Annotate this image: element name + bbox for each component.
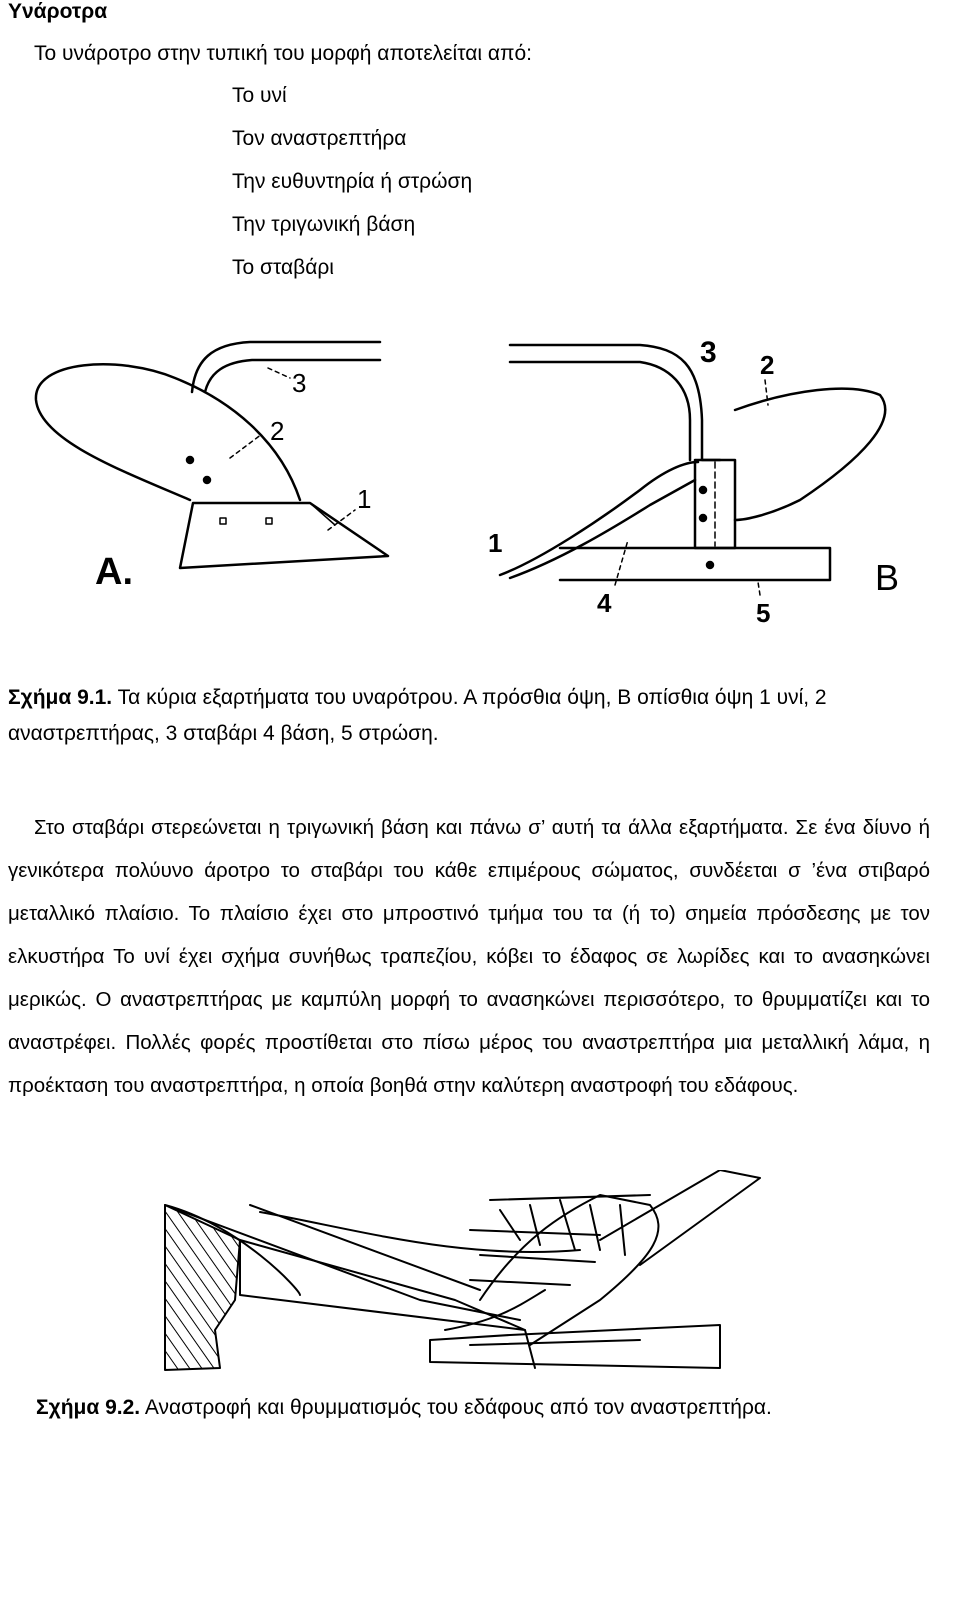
figure-9-2-soil-inversion-diagram: [150, 1170, 910, 1380]
caption-text: Τα κύρια εξαρτήματα του υναρότρου. Α πρόσθια όψη, Β οπίσθια όψη 1 υνί, 2 αναστρεπτήρας, 3 σταβάρι 4 βάση, 5 στρώση.: [8, 686, 827, 745]
share-b: [500, 462, 698, 578]
intro-text: Το υνάροτρο στην τυπική του μορφή αποτελείται από:: [34, 42, 532, 65]
figure-9-1-caption: [8, 680, 928, 752]
paragraph-text: Στο σταβάρι στερεώνεται η τριγωνική βάση και πάνω σ’ αυτή τα άλλα εξαρτήματα. Σε ένα δίυνο ή γενικότερα πολύυνο άροτρο το σταβάρι του κάθε επιμέρους σώματος, συνδέεται σ ’ένα στιβαρό μεταλλικό πλαίσιο. Το πλαίσιο έχει στο μπροστινό τμήμα του τα (ή το) σημεία πρόσδεσης με τον ελκυστήρα Το υνί έχει σχήμα συνήθως τραπεζίου, κόβει το έδαφος σε λωρίδες και το ανασηκώνει μερικώς. Ο αναστρεπτήρας με καμπύλη μορφή το ανασηκώνει περισσότερο, το θρυμματίζει και το αναστρέφει. Πολλές φορές προστίθεται στο πίσω μέρος του αναστρεπτήρα μια μεταλλική λάμα, η προέκταση του αναστρεπτήρα, η οποία βοηθά στην καλύτερη αναστροφή του εδάφους.: [8, 816, 930, 1097]
callout-3-a: 3: [292, 368, 307, 398]
list-item: Το σταβάρι: [232, 256, 334, 279]
beam-b: [510, 345, 720, 460]
caption-label: Σχήμα 9.1.: [8, 686, 113, 709]
parts-list: [232, 84, 472, 299]
list-item: Τον αναστρεπτήρα: [232, 127, 407, 150]
callout-1-a: 1: [357, 484, 372, 514]
view-label-b: B: [875, 557, 900, 598]
list-item: Το υνί: [232, 84, 287, 107]
callout-5-b: 5: [756, 598, 771, 628]
callout-4-b: 4: [597, 588, 612, 618]
plow-front-view: [36, 342, 388, 568]
plow-rear-view: [500, 345, 885, 595]
section-heading: Υνάροτρα: [8, 0, 108, 23]
callout-2-b: 2: [760, 350, 775, 380]
body-paragraph: [8, 806, 930, 1107]
figure-9-2-caption: [36, 1396, 772, 1420]
caption-text: Αναστροφή και θρυμματισμός του εδάφους από τον αναστρεπτήρα.: [140, 1396, 772, 1419]
list-item: Την ευθυντηρία ή στρώση: [232, 170, 473, 193]
caption-label: Σχήμα 9.2.: [36, 1396, 141, 1419]
figure-9-1-plow-diagram: [0, 330, 960, 640]
moldboard-b: [735, 389, 885, 520]
callout-2-a: 2: [270, 416, 285, 446]
landside-b: [560, 548, 830, 580]
list-item: Την τριγωνική βάση: [232, 213, 416, 236]
view-label-a: A.: [95, 551, 133, 593]
moldboard-a: [36, 364, 300, 500]
callout-1-b: 1: [488, 528, 503, 558]
beam-a: [192, 342, 380, 392]
callout-3-b: 3: [700, 336, 717, 369]
